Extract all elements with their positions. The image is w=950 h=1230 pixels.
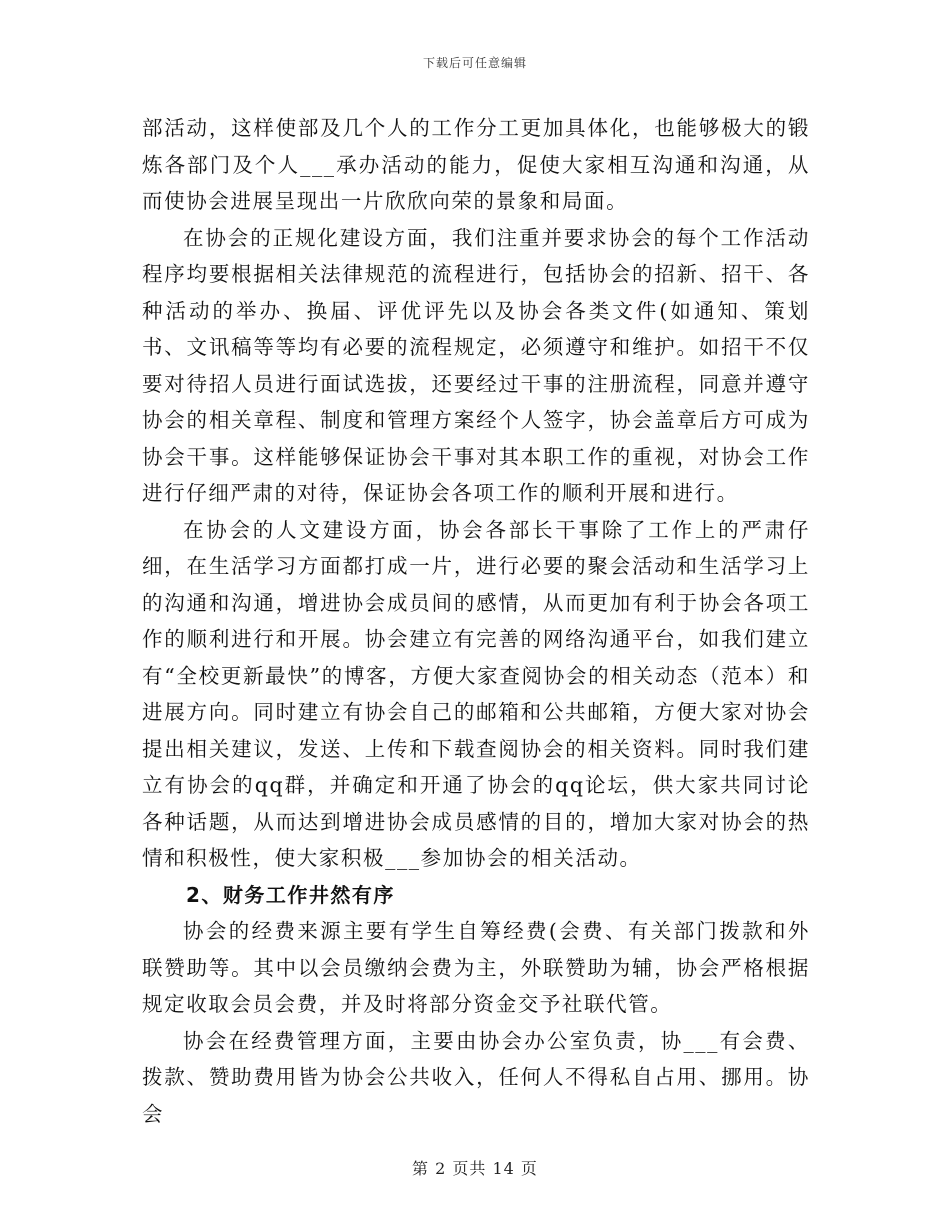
paragraph-4: 协会的经费来源主要有学生自筹经费(会费、有关部门拨款和外联赞助等。其中以会员缴纳会费为主，外联赞助为辅，协会严格根据规定收取会员会费，并及时将部分资金交予社联代管。 xyxy=(142,919,810,1016)
paragraph-3: 在协会的人文建设方面，协会各部长干事除了工作上的严肃仔细，在生活学习方面都打成一片，进行必要的聚会活动和生活学习上的沟通和沟通，增进协会成员间的感情，从而更加有利于协会各项工作的顺利进行和开展。协会建立有完善的网络沟通平台，如我们建立有“全校更新最快”的博客，方便大家查阅协会的相关动态（范本）和进展方向。同时建立有协会自己的邮箱和公共邮箱，方便大家对协会提出相关建议，发送、上传和下载查阅协会的相关资料。同时我们建立有协会的qq群，并确定和开通了协会的qq论坛，供大家共同讨论各种话题，从而达到增进协会成员感情的目的，增加大家对协会的热情和积极性，使大家积极___参加协会的相关活动。 xyxy=(142,517,810,870)
page-footer: 第 2 页共 14 页 xyxy=(412,1159,538,1178)
paragraph-5: 协会在经费管理方面，主要由协会办公室负责，协___有会费、拨款、赞助费用皆为协会公共收入，任何人不得私自占用、挪用。协会 xyxy=(142,1028,810,1126)
paragraph-2: 在协会的正规化建设方面，我们注重并要求协会的每个工作活动程序均要根据相关法律规范的流程进行，包括协会的招新、招干、各种活动的举办、换届、评优评先以及协会各类文件(如通知、策划书、文讯稿等等均有必要的流程规定，必须遵守和维护。如招干不仅要对待招人员进行面试选拔，还要经过干事的注册流程，同意并遵守协会的相关章程、制度和管理方案经个人签字，协会盖章后方可成为协会干事。这样能够保证协会干事对其本职工作的重视，对协会工作进行仔细严肃的对待，保证协会各项工作的顺利开展和进行。 xyxy=(142,225,810,505)
page-header: 下载后可任意编辑 xyxy=(422,56,527,70)
section-heading: 2、财务工作井然有序 xyxy=(186,882,395,907)
paragraph-1: 部活动，这样使部及几个人的工作分工更加具体化，也能够极大的锻炼各部门及个人___承办活动的能力，促使大家相互沟通和沟通，从而使协会进展呈现出一片欣欣向荣的景象和局面。 xyxy=(142,116,810,213)
document-body xyxy=(142,110,810,1132)
